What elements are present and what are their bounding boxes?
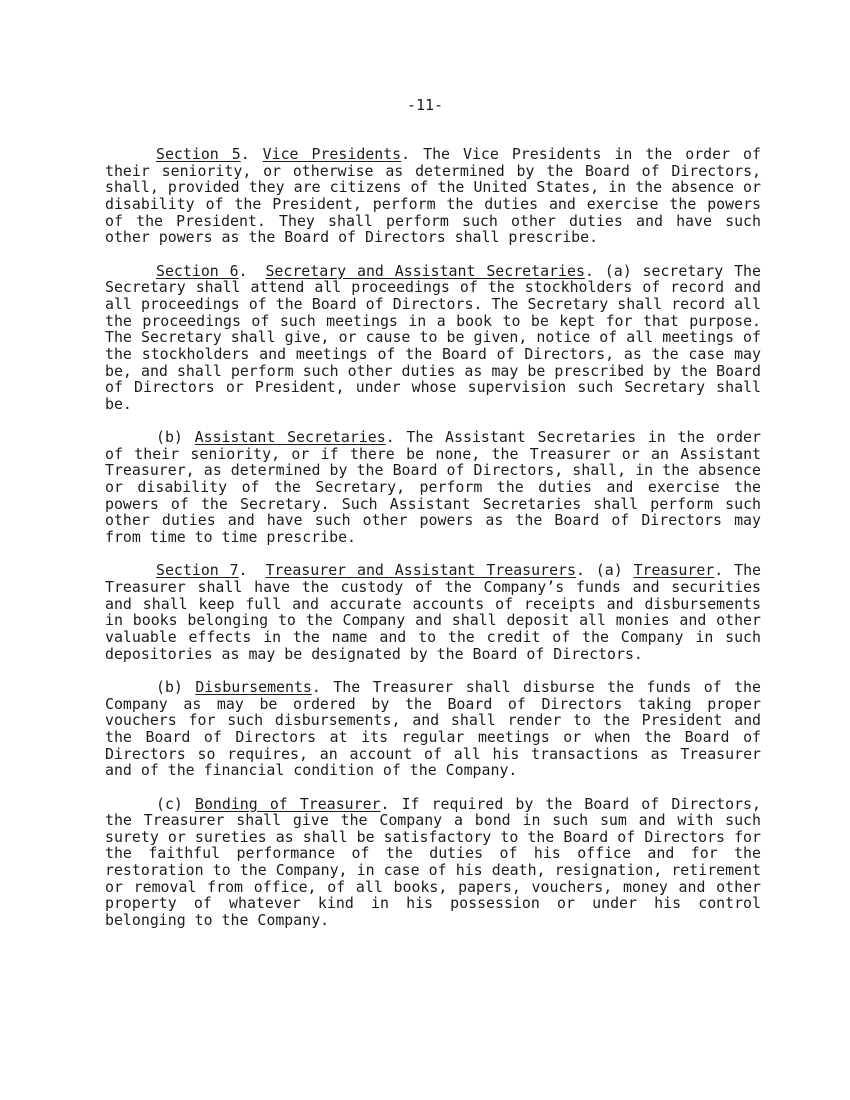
subsection-title: Bonding of Treasurer: [194, 794, 381, 813]
section-number: Section 6: [156, 261, 239, 280]
paragraph-assistant-secretaries: [105, 429, 761, 546]
document-body: [105, 146, 761, 945]
subsection-label: (b): [156, 677, 196, 696]
paragraph-text: . The Vice Presidents in the order of their seniority, or otherwise as determined by the Board of Directors, shall, provided they are citizens of the United States, in the absence or disability of the President, perform the duties and exercise the powers of the President. They shall perform such other duties and have such other powers as the Board of Directors shall prescribe.: [105, 145, 761, 247]
subsection-label: . (a): [575, 561, 634, 580]
subsection-title: Treasurer: [633, 561, 715, 580]
page-number: -11-: [406, 96, 444, 114]
section-number: Section 5: [156, 145, 241, 163]
section-title: Treasurer and Assistant Treasurers: [265, 561, 576, 580]
subsection-label: (c): [156, 794, 195, 813]
paragraph-text: . (a) secretary The Secretary shall attend all proceedings of the stockholders of record and all proceedings of the Board of Directors. The Secretary shall record all the proceedings of such meetings in a book to be kept for that purpose. The Secretary shall give, or cause to be given, notice of all meetings of the stockholders and meetings of the Board of Directors, as the case may be, and shall perform such other duties as may be prescribed by the Board of Directors or President, under whose supervision such Secretary shall be.: [105, 261, 761, 413]
paragraph-text: . The Assistant Secretaries in the order of their seniority, or if there be none, the Treasurer or an Assistant Treasurer, as determined by the Board of Directors, shall, in the absence or disability of the Secretary, perform the duties and exercise the powers of the Secretary. Such Assistant Secretaries shall perform such other duties and have such other powers as the Board of Directors may from time to time prescribe.: [105, 428, 761, 547]
paragraph-text: . The Treasurer shall have the custody of the Company’s funds and securities and shall keep full and accurate accounts of receipts and disbursements in books belonging to the Company and shall deposit all monies and other valuable effects in the name and to the credit of the Company in such depositories as may be designated by the Board of Directors.: [105, 561, 761, 663]
subsection-title: Disbursements: [195, 677, 312, 696]
paragraph-text: . If required by the Board of Directors, the Treasurer shall give the Company a bond in such sum and with such surety or sureties as shall be satisfactory to the Board of Directors for the faithful performance of the duties of his office and for the restoration to the Company, in case of his death, resignation, retirement or removal from office, of all books, papers, vouchers, money and other property of whatever kind in his possession or under his control belonging to the Company.: [105, 794, 761, 930]
paragraph-disbursements: [105, 679, 761, 779]
separator: .: [240, 145, 250, 163]
paragraph-section-6: [105, 263, 761, 413]
separator: .: [238, 261, 248, 280]
paragraph-section-5: [105, 146, 761, 246]
paragraph-bonding-of-treasurer: [105, 796, 761, 929]
section-title: Secretary and Assistant Secretaries: [265, 261, 585, 280]
subsection-label: (b): [156, 428, 195, 447]
paragraph-section-7: [105, 562, 761, 662]
section-number: Section 7: [156, 561, 239, 580]
paragraph-text: . The Treasurer shall disburse the funds of the Company as may be ordered by the Board of Directors taking proper vouchers for such disbursements, and shall render to the President and the Board of Directors at its regular meetings or when the Board of Directors so requires, an account of all his transactions as Treasurer and of the financial condition of the Company.: [105, 677, 761, 780]
separator: .: [238, 561, 248, 580]
subsection-title: Assistant Secretaries: [194, 428, 386, 447]
section-title: Vice Presidents: [262, 145, 402, 163]
